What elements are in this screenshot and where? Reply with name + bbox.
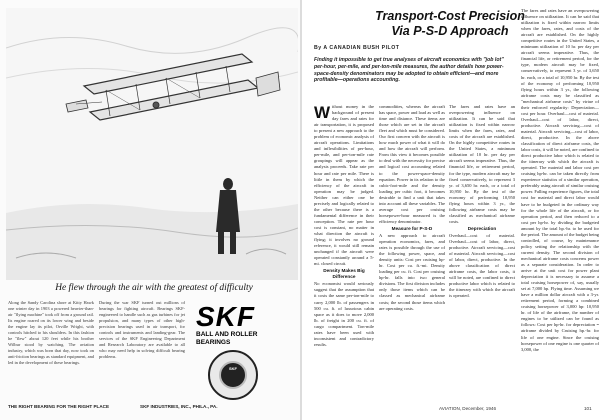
- article-title: [360, 9, 540, 38]
- magazine-issue: AVIATION, December, 1946: [439, 406, 497, 411]
- title-line-2: Via P-S-D Approach: [391, 23, 509, 38]
- subhead-depreciation: Depreciation: [467, 225, 497, 231]
- side-column-text: The fares and rates have an overpowering influence on utilization. It can be said that utilization is fixed within narrow limits when the fares, rates, and costs of the aircraft are established. On the highly competitive routes in the United States, a minimum utilization of 10 hr. per day per aircraft seems imperative. Thus, the financial life, or retirement period, for the type, modern aircraft may be fixed, conservatively, to represent 3 yr. of 3,650 hr. each, or a total of 10,950 hr. By the test of the economy of performing 10,950 flying hours within 3 yr., the following airframe costs may be classified as "mechanical airframe costs" by virtue of their enforced regularity: Depreciation—cost per hour. Overhaul—cost of material. Overhaul—cost of labor, direct, productive. Aircraft servicing—cost of material. Aircraft servicing—cost of labor, direct, productive. In the above classification of direct airframe costs, the labor costs, it will be noted, are confined to direct productive labor which is related to the itinerary with which the aircraft is operated. The material and labor cost per cruising hp-hr. can be taken directly from experience statistics of a similar operation, preferably using aircraft of similar cruising power. Falling experience figures, the total cost for material and direct labor would have to be budgeted in the ordinary way for the whole life of the aircraft, or for operation period, and then reduced to a cost per hp-hr. by dividing the budgeted amount by the total hp.-hr. to be used for the period. The amount of the budget being controlled, of course, by maintenance policy setting the relationship with the current density. The second division of mechanical airframe costs concerns power as a separate consideration. In order to arrive at the unit cost for power plant depreciation it is necessary to assume a total cruising horsepower of, say, usually set at 7,000 hp. Flying time. Assuming we have a million dollar aircraft with a 3-yr. retirement period, forming a combined cruising horsepower of 3,000 hp: 10,950 hr. of life of the airframe, the number of engines to be utilized can be found as follows: Cost per hp-hr. for depreciation = airframe divided by Cruising hp.-hr. for life of one engine. Since the cruising horsepower of one engine is one quarter of 3,000, the: [521, 8, 599, 352]
- ad-copy-column-2: During the war SKF turned out millions of bearings for fighting aircraft. Bearings SKF-engineered to handle such as gas turbines for jet propulsion, and many types of other high-precision bearings used in air transport, for controls and instruments and landing-gear. The services of the SKF Engineering Department and Research Laboratory are available to all who may need help in solving difficult bearing problems.: [99, 300, 185, 359]
- logo-subtitle-2: BEARINGS: [196, 338, 231, 346]
- bearing-illustration: [208, 350, 258, 400]
- column-3-text-b: Overhaul—cost of material. Overhaul—cost of labor, direct, productive. Aircraft servicing—cost of material. Aircraft servicing—cost of labor, direct, productive. In the above classification of direct airframe costs, the labor costs, it will be noted, are confined to direct productive labor which is related to the itinerary with which the aircraft is operated.: [449, 232, 515, 299]
- drop-cap: W: [314, 103, 331, 122]
- byline: By A CANADIAN BUSH PILOT: [314, 45, 400, 51]
- ad-tagline: THE RIGHT BEARING FOR THE RIGHT PLACE: [8, 404, 110, 409]
- column-1-text: ithout money in the background of present day fares and rates for air transportation, it is proposed to present a new approach to the problem of economic analysis of aircraft operations. Limitations and inflexibilities of per-hour, per-mile, and per-ton-mile rate groupings will appear as the analysis proceeds. Take rate per hour and rate per mile. There is little in them by which the efficiency of the aircraft in operation may be judged. Neither can either one be precisely and logically related to the other because there is a fundamental difference in their conception. The rate per hour cost is constant, no matter in what direction the aircraft is flying; it involves no ground reference, it would still remain unchanged if the aircraft were operated constantly around a 5-mi. closed circuit.: [314, 104, 374, 267]
- article-column-side: [521, 8, 599, 353]
- article-column-2: [379, 104, 445, 312]
- subhead-measure: Measure for P-S-D: [391, 225, 433, 231]
- article-page: [302, 0, 604, 420]
- title-line-1: Transport-Cost Precision: [375, 9, 525, 23]
- column-3-text: The fares and rates have an overpowering influence on utilization. It can be said that utilization is fixed within narrow limits when the fares, rates, and costs of the aircraft are established. On the highly competitive routes in the United States, a minimum utilization of 10 hr. per day per aircraft seems imperative. Thus, the financial life, or retirement period, for the type, modern aircraft may be fixed conservatively, to represent 3 yr. of 3,650 hr. each, or a total of 10,950 hr. By the test of the economy of performing 10,950 flying hours within 3 yr., the following airframe costs may be classified as mechanical airframe costs.: [449, 104, 515, 224]
- page-number: 101: [584, 406, 592, 411]
- bearing-label: SKF: [229, 366, 237, 371]
- biplane-drawing: [6, 8, 298, 280]
- article-column-1: [314, 104, 374, 348]
- biplane-illustration: [6, 8, 298, 280]
- ad-copy-column-1: Along the Sandy Carolina shore at Kitty Hawk one winter day in 1903 a powered heavier-than-air "flying machine" took off from a ground rail. Its engine roared on its lower wing and beside the engine lay its pilot, Orville Wright, with controls hitched to his shoulders. In this fashion he "flew" about 120 feet while his brother Wilbur stood by watching. The aviation industry, which was born that day, now took on anti-friction bearings as standard equipment, and led in the development of these bearings.: [8, 300, 94, 365]
- column-1-text-b: No economist would seriously suggest that the assumption that it costs the same per-ton-mile to carry 2,000 lb. of passengers in 500 cu. ft. of luxurious cabin space as it does to move 2,000 lb. of freight in 200 cu. ft. of cargo compartment. Ton-mile rates have been used with inconsistent and contradictory results.: [314, 281, 374, 347]
- skf-logo: SKF: [196, 301, 255, 332]
- column-2-text: commodities, whereas the aircraft has space, power and load as well as time and distance. These items are those which are set in the aircraft fleet and which must be considered. Our first concern with the aircraft is how much power of what it will do and how the aircraft will perform. From this view it becomes possible to deal with the necessity for precise and logical cost accounting related to the power-space-density equation. Power in its relation to the cubic-foot-mile and the density loading per cubic foot, it becomes desirable to find a unit that takes into account all these variables. The average cost per cruising horsepower-hour measured is the efficiency denominator.: [379, 104, 445, 224]
- article-column-3: [449, 104, 515, 300]
- ad-footer: [8, 404, 294, 409]
- skf-logo-block: [196, 303, 262, 346]
- ad-headline: He flew through the air with the greatest of difficulty: [55, 283, 253, 293]
- column-2-text-b: A new approach to aircraft operation economics, fares, and rates is possible through the use of the following power, space, and density units: Cost per cruising hp-hr. Cost per cu. ft.-mi. Density loading per cu. ft. Cost per cruising hp-hr. falls into two general divisions. The first division includes only those items which can be classed as mechanical airframe costs; the second those items which are operating costs.: [379, 232, 445, 311]
- advertisement-page: [0, 0, 300, 420]
- subhead-density: Density Makes Big Difference: [323, 268, 365, 280]
- logo-subtitle-1: BALL AND ROLLER: [196, 331, 258, 338]
- article-deck: Finding it impossible to get true analyses of aircraft economics with "job lot" per-hour, per-mile, and per-ton-mile measures, the author details how power-space-density denominators may be adopted to obtain efficient—and more profitable—operations accounting.: [314, 57, 504, 84]
- ad-company: SKF INDUSTRIES, INC., PHILA., PA.: [140, 404, 218, 409]
